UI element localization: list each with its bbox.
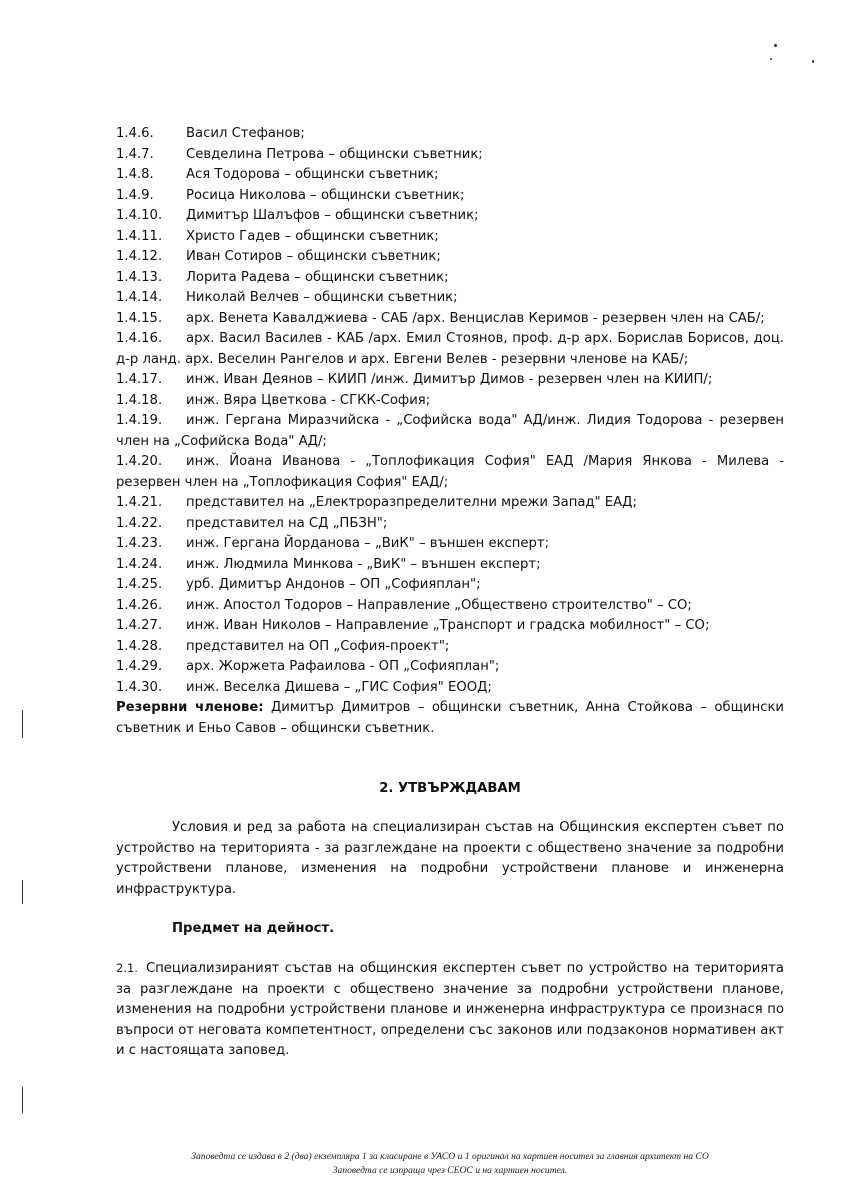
scan-mark — [770, 58, 772, 60]
list-item — [116, 411, 784, 452]
item-number: 1.4.7. — [116, 146, 154, 162]
footer-line-1: Заповедта се издава в 2 (два) екземпляра 1 за класиране в УАСО и 1 оригинал на хартиен носител за главния архитект на СО — [191, 1151, 709, 1162]
item-text: инж. Вяра Цветкова - СГКК-София; — [186, 392, 431, 408]
list-item — [116, 186, 784, 207]
paragraph-2-1 — [116, 958, 784, 1062]
list-item — [116, 555, 784, 576]
item-text: Николай Велчев – общински съветник; — [186, 290, 458, 305]
item-number: 1.4.20. — [116, 454, 163, 469]
item-number: 1.4.17. — [116, 372, 163, 387]
list-item — [116, 534, 784, 555]
item-number: 1.4.27. — [116, 618, 163, 633]
item-number: 1.4.22. — [116, 515, 163, 531]
scan-mark — [22, 1087, 23, 1113]
reserve-text: Димитър Димитров – общински съветник, Анна Стойкова – общински съветник и Еньо Савов – общински съветник. — [116, 700, 784, 736]
item-text: Севделина Петрова – общински съветник; — [186, 146, 483, 162]
item-text: представител на ОП „София-проект"; — [186, 638, 450, 654]
reserve-members — [116, 698, 784, 739]
list-item — [116, 616, 784, 637]
item-number: 1.4.11. — [116, 228, 163, 244]
item-text: инж. Апостол Тодоров – Направление „Обществено строителство" – СО; — [186, 597, 692, 613]
item-number: 1.4.9. — [116, 187, 154, 203]
scan-mark — [774, 44, 777, 47]
item-number: 1.4.16. — [116, 331, 163, 346]
list-item — [116, 145, 784, 166]
list-item — [116, 657, 784, 678]
item-number: 1.4.14. — [116, 290, 163, 305]
item-number: 1.4.23. — [116, 536, 163, 551]
paragraph-number: 2.1. — [116, 961, 138, 975]
item-text: инж. Гергана Миразчийска - „Софийска вода" АД/инж. Лидия Тодорова - резервен член на „Софийска Вода" АД/; — [116, 413, 784, 449]
list-item — [116, 309, 784, 330]
item-number: 1.4.29. — [116, 659, 163, 674]
list-item — [116, 391, 784, 412]
intro-paragraph: Условия и ред за работа на специализиран състав на Общинския експертен съвет по устройство на територията - за разглеждане на проекти с обществено значение за подробни устройствени планове, изменения на подробни устройствени планове и инженерна инфраструктура. — [116, 820, 784, 897]
item-text: Димитър Шалъфов – общински съветник; — [186, 208, 479, 223]
item-number: 1.4.6. — [116, 126, 154, 141]
item-text: Васил Стефанов; — [186, 126, 305, 141]
section-heading: 2. УТВЪРЖДАВАМ — [379, 781, 521, 796]
paragraph-text: Специализираният състав на общинския експертен съвет по устройство на територията за разглеждане на проекти с обществено значение за подробни устройствени планове, изменения на подробни устройствени планове и инженерна инфраструктура се произнася по въпроси от неговата компетентност, определени със законов или подзаконов нормативен акт и с настоящата заповед. — [116, 961, 784, 1058]
list-item — [116, 370, 784, 391]
item-number: 1.4.21. — [116, 495, 163, 510]
item-number: 1.4.28. — [116, 638, 163, 654]
list-item — [116, 227, 784, 248]
item-number: 1.4.18. — [116, 392, 163, 408]
item-number: 1.4.10. — [116, 208, 163, 223]
item-text: арх. Венета Кавалджиева - САБ /арх. Венцислав Керимов - резервен член на САБ/; — [186, 310, 765, 326]
list-item — [116, 329, 784, 370]
list-item — [116, 452, 784, 493]
item-text: инж. Веселка Дишева – „ГИС София" ЕООД; — [186, 679, 492, 695]
item-text: арх. Жоржета Рафаилова - ОП „Софияплан"; — [186, 659, 500, 674]
item-text: Лорита Радева – общински съветник; — [186, 269, 449, 285]
item-number: 1.4.25. — [116, 577, 163, 592]
list-item — [116, 575, 784, 596]
list-item — [116, 247, 784, 268]
item-number: 1.4.26. — [116, 597, 163, 613]
scan-mark — [22, 710, 23, 738]
item-text: инж. Гергана Йорданова – „ВиК" – външен експерт; — [186, 536, 550, 551]
item-text: урб. Димитър Андонов – ОП „Софияплан"; — [186, 577, 481, 592]
subject-heading: Предмет на дейност. — [172, 921, 335, 936]
item-text: инж. Йоана Иванова - „Топлофикация София" ЕАД /Мария Янкова - Милева - резервен член на „Топлофикация София" ЕАД/; — [116, 454, 784, 490]
item-number: 1.4.30. — [116, 679, 163, 695]
item-text: арх. Васил Василев - КАБ /арх. Емил Стоянов, проф. д-р арх. Борислав Борисов, доц. д-р ланд. арх. Веселин Рангелов и арх. Евгени Велев - резервни членове на КАБ/; — [116, 331, 784, 367]
item-text: инж. Иван Деянов – КИИП /инж. Димитър Димов - резервен член на КИИП/; — [186, 372, 713, 387]
item-text: Христо Гадев – общински съветник; — [186, 228, 439, 244]
list-item — [116, 596, 784, 617]
list-item — [116, 206, 784, 227]
list-item — [116, 288, 784, 309]
list-item — [116, 493, 784, 514]
list-item — [116, 678, 784, 699]
item-text: Ася Тодорова – общински съветник; — [186, 167, 439, 182]
item-text: Росица Николова – общински съветник; — [186, 187, 465, 203]
item-text: представител на „Електроразпределителни мрежи Запад" ЕАД; — [186, 495, 637, 510]
list-item — [116, 124, 784, 145]
item-number: 1.4.15. — [116, 310, 163, 326]
item-number: 1.4.19. — [116, 413, 163, 428]
reserve-label: Резервни членове: — [116, 700, 264, 715]
item-number: 1.4.12. — [116, 249, 163, 264]
item-number: 1.4.8. — [116, 167, 154, 182]
footer-line-2: Заповедта се изпраща чрез СЕОС и на хартиен носител. — [332, 1165, 568, 1176]
member-list — [116, 124, 784, 739]
list-item — [116, 637, 784, 658]
item-number: 1.4.24. — [116, 556, 163, 572]
item-text: Иван Сотиров – общински съветник; — [186, 249, 441, 264]
list-item — [116, 268, 784, 289]
scan-mark — [22, 880, 23, 904]
item-text: инж. Людмила Минкова - „ВиК" – външен експерт; — [186, 556, 541, 572]
list-item — [116, 514, 784, 535]
item-number: 1.4.13. — [116, 269, 163, 285]
list-item — [116, 165, 784, 186]
item-text: представител на СД „ПБЗН"; — [186, 515, 388, 531]
scan-mark — [812, 60, 814, 63]
item-text: инж. Иван Николов – Направление „Транспорт и градска мобилност" – СО; — [186, 618, 710, 633]
footer-note — [100, 1150, 800, 1178]
